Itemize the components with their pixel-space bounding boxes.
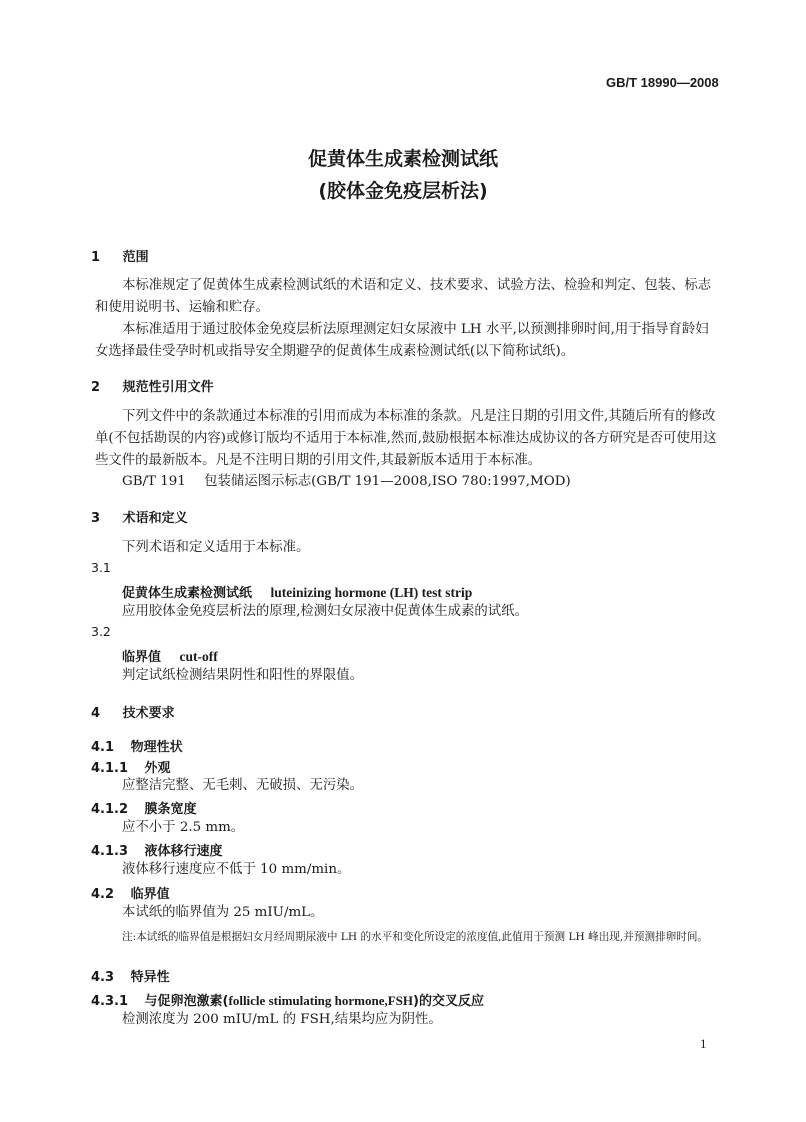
- subsection-heading: [91, 736, 183, 755]
- term-chinese: 促黄体生成素检测试纸: [122, 586, 253, 601]
- paragraph: 本标准适用于通过胶体金免疫层析法原理测定妇女尿液中 LH 水平,以预测排卵时间,用于指导育龄妇女选择最佳受孕时机或指导安全期避孕的促黄体生成素检测试纸(以下简称试纸)。: [95, 322, 709, 359]
- subsection-number: 4.1.2: [91, 802, 129, 817]
- subsection-title: [145, 994, 484, 1009]
- term-chinese: 临界值: [122, 650, 162, 665]
- section-1-heading: [91, 246, 149, 265]
- term-number: 3.1: [91, 560, 111, 575]
- section-title: 技术要求: [122, 706, 175, 721]
- reference-code: GB/T 191: [122, 474, 186, 489]
- section-4-heading: [91, 702, 175, 721]
- section-number: 3: [91, 511, 101, 526]
- term-heading: [122, 582, 472, 601]
- term-heading: [122, 646, 218, 665]
- paragraph: 本试纸的临界值为 25 mIU/mL。: [122, 905, 324, 920]
- section-title: 规范性引用文件: [122, 380, 214, 395]
- section-2-heading: [91, 376, 214, 395]
- subsection-heading: [91, 798, 197, 817]
- subsection-number: 4.3: [91, 970, 115, 985]
- document-subtitle: (胶体金免疫层析法): [318, 180, 488, 202]
- subsection-heading: [91, 840, 223, 859]
- subsection-heading: [91, 757, 171, 776]
- subsection-number: 4.3.1: [91, 994, 129, 1009]
- title-part-cn: 与促卵泡激素(: [144, 994, 229, 1009]
- paragraph: 应整洁完整、无毛刺、无破损、无污染。: [122, 778, 364, 793]
- subsection-title: 临界值: [130, 887, 170, 902]
- title-part-en: follicle stimulating hormone,FSH: [228, 993, 414, 1008]
- subsection-heading: [91, 883, 170, 902]
- subsection-title: 液体移行速度: [144, 844, 223, 859]
- subsection-number: 4.2: [91, 887, 115, 902]
- title-part-cn: )的交叉反应: [413, 994, 484, 1009]
- section-title: 术语和定义: [122, 511, 188, 526]
- section-3-heading: [91, 507, 188, 526]
- subsection-title: 特异性: [130, 970, 170, 985]
- page-number: 1: [700, 1036, 707, 1051]
- section-title: 范围: [122, 250, 149, 265]
- term-english: cut-off: [179, 649, 218, 664]
- subsection-number: 4.1: [91, 740, 115, 755]
- term-definition: 判定试纸检测结果阴性和阳性的界限值。: [122, 668, 364, 683]
- term-number: 3.2: [91, 624, 111, 639]
- paragraph: 本标准规定了促黄体生成素检测试纸的术语和定义、技术要求、试验方法、检验和判定、包装、标志和使用说明书、运输和贮存。: [95, 278, 712, 315]
- reference-title: 包装储运图示标志(GB/T 191—2008,ISO 780:1997,MOD): [204, 474, 571, 489]
- subsection-heading: [91, 990, 484, 1009]
- document-title: 促黄体生成素检测试纸: [307, 148, 498, 170]
- subsection-heading: [91, 966, 170, 985]
- normative-reference: [122, 471, 571, 493]
- paragraph: 应不小于 2.5 mm。: [122, 820, 245, 835]
- subsection-title: 物理性状: [130, 740, 183, 755]
- section-number: 4: [91, 706, 101, 721]
- section-number: 2: [91, 380, 101, 395]
- subsection-title: 外观: [144, 761, 171, 776]
- standard-code: GB/T 18990—2008: [606, 75, 719, 90]
- paragraph: 检测浓度为 200 mIU/mL 的 FSH,结果均应为阴性。: [122, 1012, 442, 1027]
- term-english: luteinizing hormone (LH) test strip: [270, 585, 473, 600]
- term-definition: 应用胶体金免疫层析法的原理,检测妇女尿液中促黄体生成素的试纸。: [122, 604, 528, 619]
- section-number: 1: [91, 250, 101, 265]
- subsection-title: 膜条宽度: [144, 802, 197, 817]
- subsection-number: 4.1.1: [91, 761, 129, 776]
- note: 注:本试纸的临界值是根据妇女月经周期尿液中 LH 的水平和变化所设定的浓度值,此值用于预测 LH 峰出现,并预测排卵时间。: [122, 931, 709, 943]
- paragraph: 下列文件中的条款通过本标准的引用而成为本标准的条款。凡是注日期的引用文件,其随后所有的修改单(不包括勘误的内容)或修订版均不适用于本标准,然而,鼓励根据本标准达成协议的各方研究是否可使用这些文件的最新版本。凡是不注明日期的引用文件,其最新版本适用于本标准。: [95, 409, 717, 468]
- subsection-number: 4.1.3: [91, 844, 129, 859]
- paragraph: 下列术语和定义适用于本标准。: [122, 540, 310, 555]
- paragraph: 液体移行速度应不低于 10 mm/min。: [122, 862, 351, 877]
